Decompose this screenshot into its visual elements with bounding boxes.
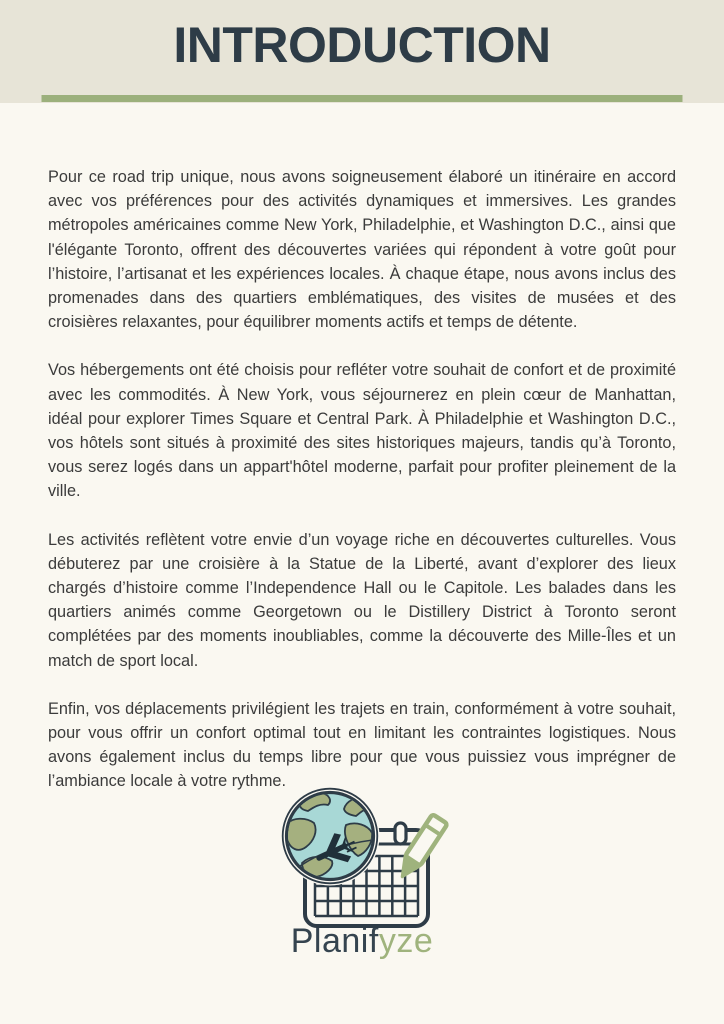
header-divider [42, 95, 683, 102]
globe-calendar-pencil-icon [276, 783, 452, 933]
brand-logo [0, 783, 724, 958]
binder-ring [395, 823, 406, 844]
paragraph-transport: Enfin, vos déplacements privilégient les trajets en train, conformément à votre souhait, pour vous offrir un confort optimal tout en limitant les contraintes logistiques. Nous avons également inclus du temps libre pour que vous puissiez vous imprégner de l’ambiance locale à votre rythme. [48, 699, 676, 791]
brand-name-suffix: yze [378, 922, 434, 960]
page-title: INTRODUCTION [173, 17, 551, 73]
globe-icon [281, 787, 380, 886]
paragraph-itinerary: Pour ce road trip unique, nous avons soigneusement élaboré un itinéraire en accord avec vos préférences pour des activités dynamiques et immersives. Les grandes métropoles américaines comme New York, Philadelphie, et Washington D.C., ainsi que l'élégante Toronto, offrent des découvertes variées qui répondent à votre goût pour l’histoire, l’artisanat et les expériences locales. À chaque étape, nous avons inclus des promenades dans des quartiers emblématiques, des visites de musées et des croisières relaxantes, pour équilibrer moments actifs et temps de détente. [48, 168, 676, 332]
paragraph-activities: Les activités reflètent votre envie d’un voyage riche en découvertes culturelles. Vous débuterez par une croisière à la Statue de la Liberté, avant d’explorer des lieux chargés d’histoire comme l’Independence Hall ou le Capitole. Les balades dans les quartiers animés comme Georgetown ou le Distillery District à Toronto seront complétées par des moments inoubliables, comme la découverte des Mille-Îles et un match de sport local. [48, 530, 676, 670]
introduction-body [48, 165, 676, 794]
page-header [0, 0, 724, 103]
brand-name-prefix: Planif [290, 922, 379, 960]
paragraph-accommodations: Vos hébergements ont été choisis pour refléter votre souhait de confort et de proximité avec les commodités. À New York, vous séjournerez en plein cœur de Manhattan, idéal pour explorer Times Square et Central Park. À Philadelphie et Washington D.C., vos hôtels sont situés à proximité des sites historiques majeurs, tandis qu’à Toronto, vous serez logés dans un appart'hôtel moderne, parfait pour profiter pleinement de la ville. [48, 361, 676, 501]
